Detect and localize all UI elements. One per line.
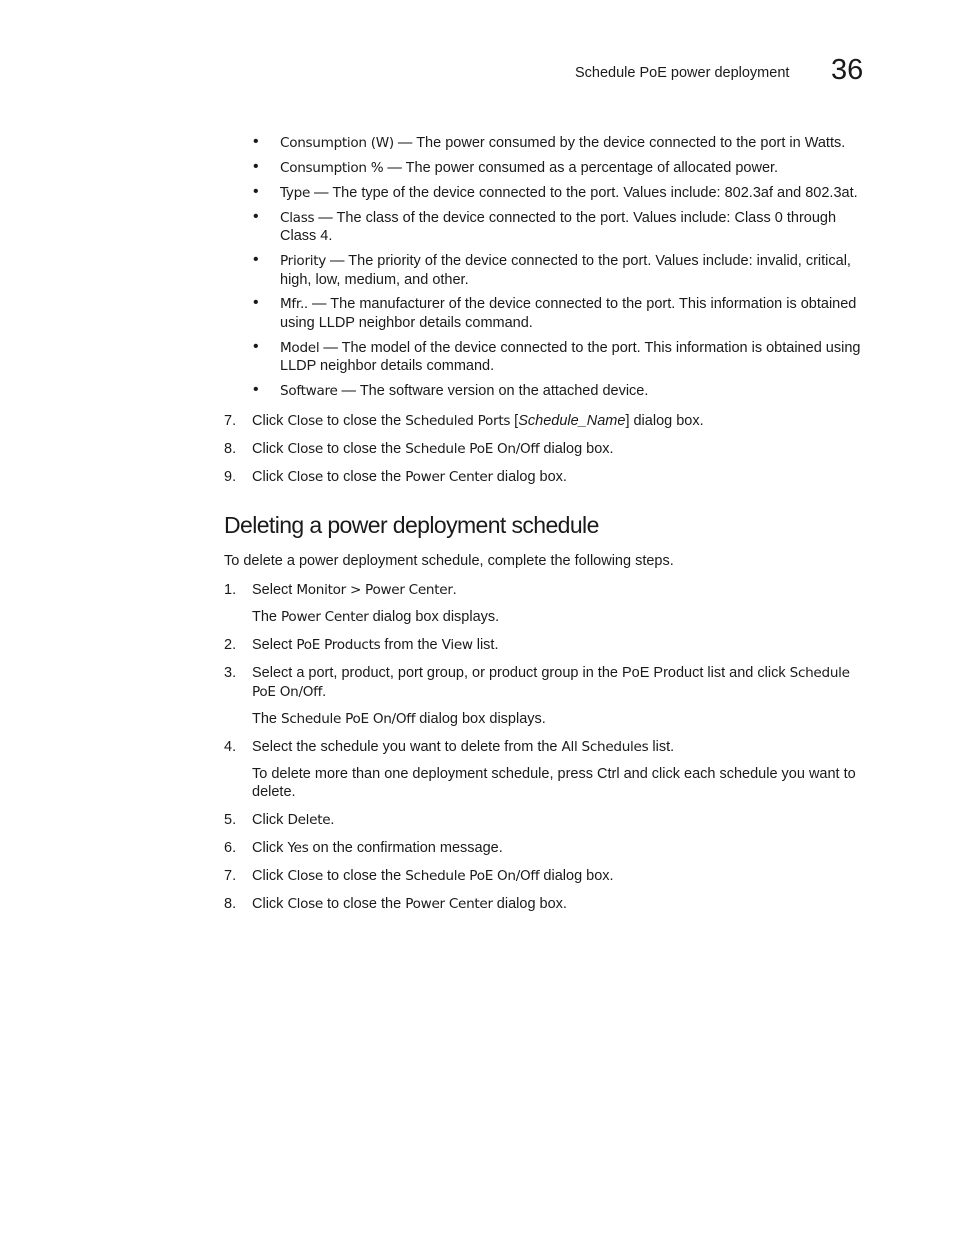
step-result [0,608,872,627]
step-text: The [252,710,282,727]
step-text: to close the [322,469,406,485]
step-text: Click [252,413,288,429]
ui-term: Close [287,441,323,457]
bullet-icon: • [253,182,259,200]
step-text: Click [252,840,288,856]
bullet-icon: • [253,133,259,150]
procedure-step [0,867,872,886]
procedure-step [0,412,872,431]
ui-term: PoE Products [296,637,381,653]
bullet-icon: • [253,381,259,399]
list-item [0,339,872,376]
step-text: list. [648,738,675,755]
ui-term: Yes [287,840,309,856]
procedure-steps-continued [0,412,954,496]
step-number: 2. [224,637,237,653]
step-text: dialog box. [539,441,614,457]
step-text: dialog box. [492,469,567,485]
field-description: — The power consumed by the device connected to the port in Watts. [393,135,846,151]
list-item [0,134,872,153]
step-number: 7. [224,868,237,884]
running-header-title: Schedule PoE power deployment [575,65,790,81]
field-term: Consumption (W) [280,135,394,151]
step-text: Select a port, product, port group, or product group in the PoE Product list and click [252,665,790,681]
procedure-step [0,468,872,487]
ui-term: Schedule PoE On/Off [252,665,850,700]
step-text: list. [472,637,499,653]
bullet-icon: • [253,337,259,355]
step-text: . [322,683,327,700]
step-number: 9. [224,469,237,485]
ui-term: Power Center [281,609,369,625]
section-heading: Deleting a power deployment schedule [224,512,599,538]
step-text: from the [380,637,442,653]
procedure-step [0,581,872,600]
step-text: dialog box. [492,896,567,912]
ui-term: Close [287,413,323,429]
bullet-icon: • [253,157,259,175]
ui-term: Schedule PoE On/Off [405,441,540,457]
procedure-step [0,636,872,655]
field-term: Consumption % [280,159,384,176]
ui-term: Schedule PoE On/Off [281,710,416,727]
step-text: dialog box displays. [368,609,500,625]
bullet-icon: • [253,207,259,225]
step-text: . [330,812,335,828]
step-text: Click [252,896,288,912]
field-term: Software [280,383,338,400]
list-item [0,252,872,289]
field-term: Type [280,184,311,201]
step-number: 5. [224,812,237,828]
field-description: — The model of the device connected to the port. This information is obtained using LLDP neighbor details command. [280,339,861,375]
step-text: dialog box. [539,868,614,884]
bullet-icon: • [253,251,259,269]
field-term: Mfr. [280,296,304,313]
step-text: on the confirmation message. [308,840,503,856]
bullet-icon: • [253,294,259,312]
procedure-step [0,895,872,914]
step-text: [ [510,413,519,429]
step-text: dialog box displays. [415,710,546,727]
procedure-steps [0,581,954,923]
step-result [0,710,872,729]
section-intro: To delete a power deployment schedule, complete the following steps. [224,553,674,569]
step-number: 1. [224,582,237,598]
procedure-step [0,811,872,830]
step-number: 6. [224,840,237,856]
step-number: 7. [224,413,237,429]
step-text: To delete more than one deployment schedule, press Ctrl and click each schedule you want to delete. [252,765,856,800]
ui-term: Monitor > Power Center [296,582,453,598]
procedure-step [0,440,872,459]
ui-term: View [441,637,473,653]
step-text: Select [252,637,297,653]
ui-term: All Schedules [561,738,649,755]
field-description: — The power consumed as a percentage of allocated power. [383,159,779,176]
step-text: ] dialog box. [625,413,704,429]
step-number: 3. [224,665,237,681]
step-note [0,765,872,802]
field-description: — The type of the device connected to the port. Values include: 802.3af and 802.3at. [310,184,858,201]
step-text: Click [252,441,288,457]
step-text: The [252,609,282,625]
step-text: to close the [322,413,406,429]
ui-term: Scheduled Ports [405,413,511,429]
procedure-step [0,664,872,701]
field-term: Class [280,209,315,226]
field-term: Model [280,339,320,356]
step-text: Click [252,469,288,485]
list-item [0,295,872,332]
field-description: — The priority of the device connected to the port. Values include: invalid, critical, high, low, medium, and other. [280,253,851,288]
ui-term: Power Center [405,896,493,912]
field-description: — The software version on the attached device. [337,383,649,400]
ui-term: Power Center [405,469,493,485]
field-description-list [0,134,954,407]
step-text: Select [252,582,297,598]
ui-term: Schedule PoE On/Off [405,868,540,884]
list-item [0,184,872,203]
step-text: to close the [322,868,406,884]
list-item [0,159,872,178]
step-text: Select the schedule you want to delete from the [252,738,562,755]
step-text: Click [252,868,288,884]
ui-term: Close [287,896,323,912]
chapter-number: 36 [831,54,864,86]
step-number: 8. [224,441,237,457]
ui-term: Close [287,868,323,884]
list-item [0,382,872,401]
placeholder-text: Schedule_Name [518,413,626,429]
list-item [0,209,872,246]
step-text: to close the [322,896,406,912]
field-description: — The class of the device connected to the port. Values include: Class 0 through Class 4. [280,209,837,245]
procedure-step [0,839,872,858]
field-term: Priority [280,253,326,270]
ui-term: Close [287,469,323,485]
step-text: . [452,582,457,598]
ui-term: Delete [287,812,331,828]
page-header [0,56,954,90]
procedure-step [0,738,872,757]
step-number: 4. [224,738,237,755]
step-number: 8. [224,896,237,912]
step-text: Click [252,812,288,828]
field-description: . — The manufacturer of the device connected to the port. This information is obtained using LLDP neighbor details command. [280,296,857,331]
step-text: to close the [322,441,406,457]
